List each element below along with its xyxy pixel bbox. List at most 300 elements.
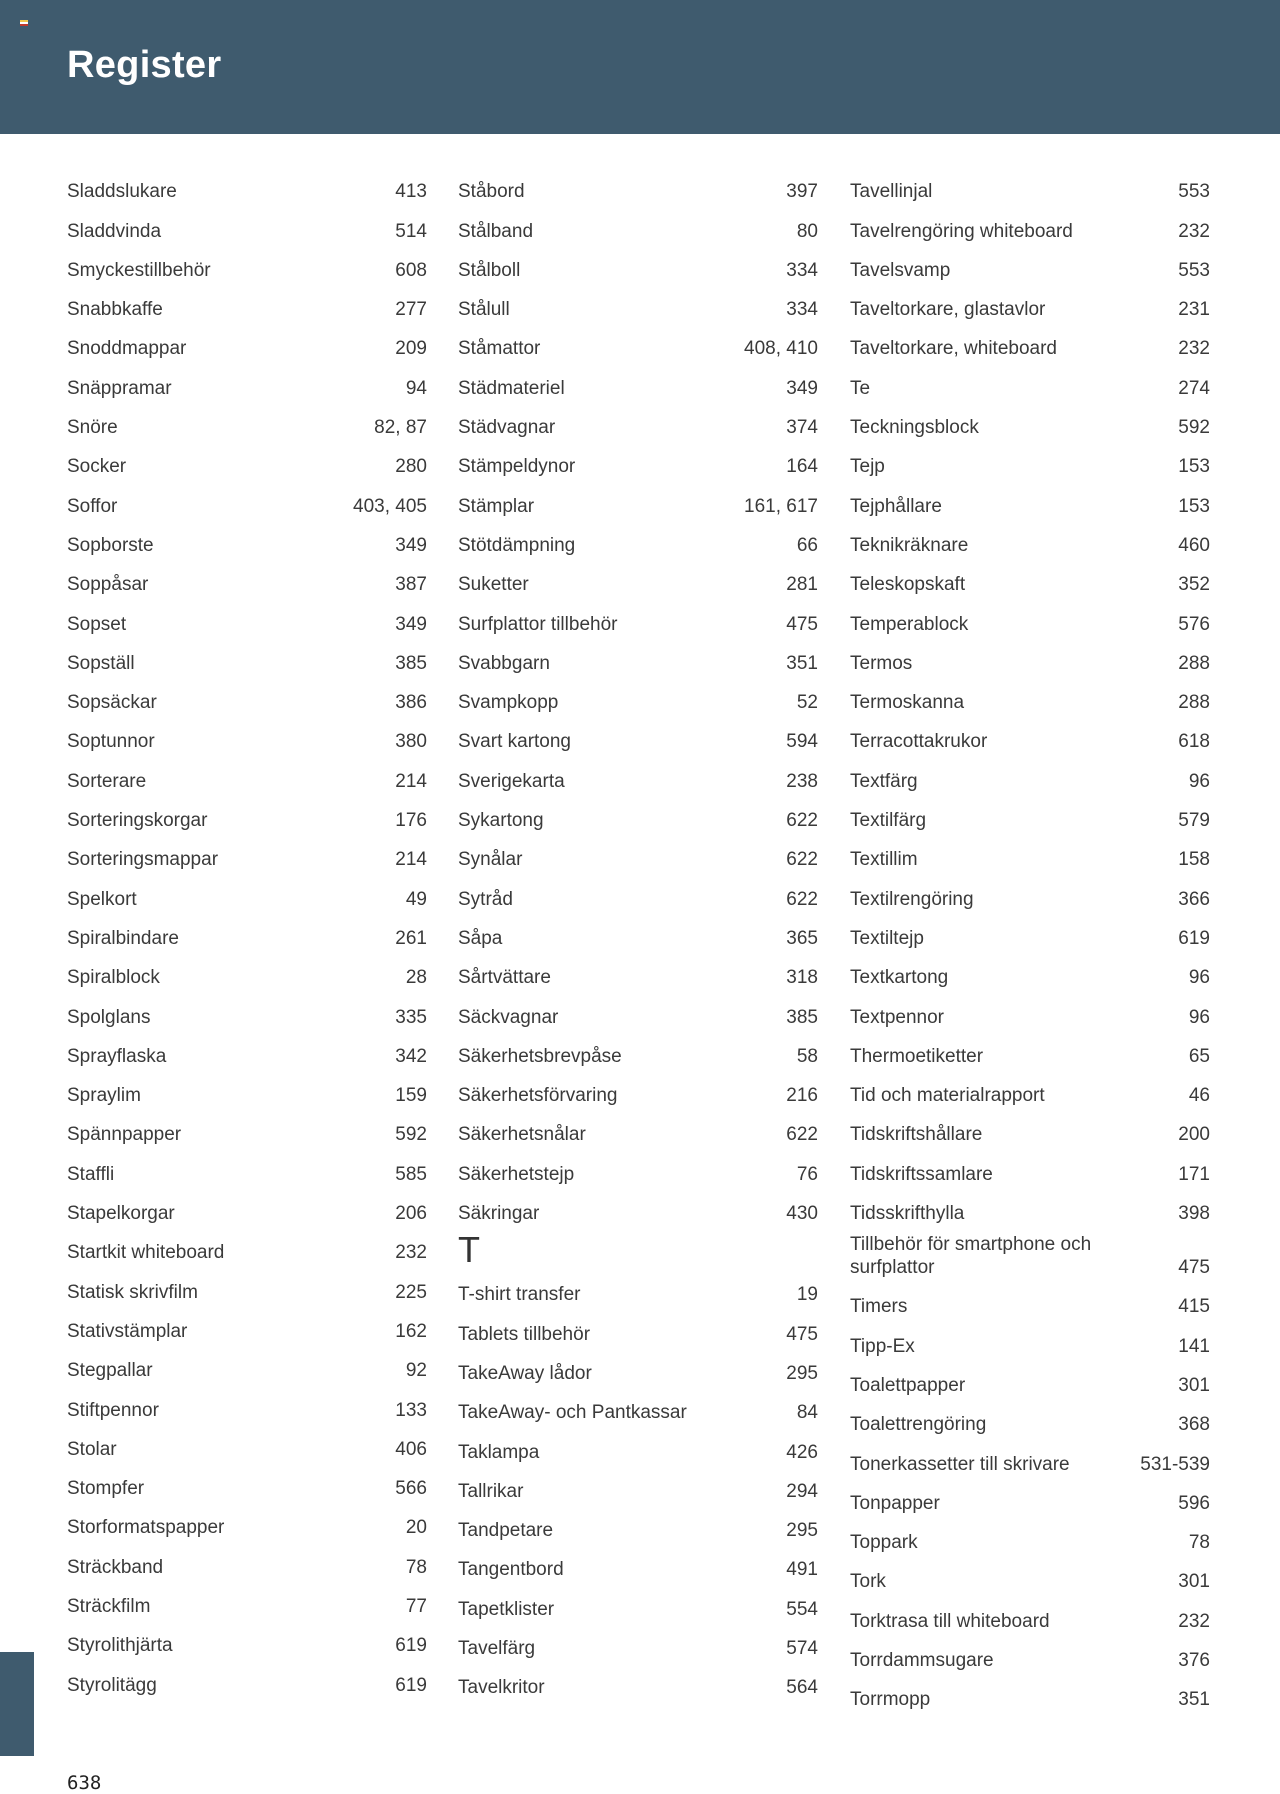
index-entry [67, 1225, 427, 1264]
index-page-ref: 475 [1178, 1257, 1210, 1279]
index-page-ref: 342 [395, 1045, 427, 1067]
index-page-ref: 76 [796, 1163, 818, 1185]
index-term: Thermoetiketter [850, 1045, 984, 1067]
index-page-ref: 553 [1178, 181, 1210, 203]
index-term: Textilrengöring [850, 888, 974, 910]
index-term: Tablets tillbehör [458, 1323, 591, 1345]
index-term: Textpennor [850, 1006, 945, 1028]
index-entry [67, 1107, 427, 1146]
index-entry [67, 1461, 427, 1500]
index-page-ref: 274 [1178, 377, 1210, 399]
index-term: Ståbord [458, 181, 525, 203]
index-page-ref: 579 [1178, 810, 1210, 832]
index-term: Stiftpennor [67, 1399, 159, 1421]
index-page-ref: 531-539 [1140, 1453, 1210, 1475]
index-entry [850, 596, 1210, 635]
index-term: Sopsäckar [67, 692, 157, 714]
index-entry [850, 950, 1210, 989]
index-entry [67, 636, 427, 675]
index-page-ref: 622 [786, 849, 818, 871]
index-page-ref: 19 [796, 1284, 818, 1306]
index-term: Textkartong [850, 967, 949, 989]
index-entry [458, 753, 818, 792]
index-entry [67, 1657, 427, 1696]
index-entry [458, 1186, 818, 1225]
index-page-ref: 334 [786, 299, 818, 321]
index-entry [458, 675, 818, 714]
index-page-ref: 158 [1178, 849, 1210, 871]
index-term: Tipp-Ex [850, 1335, 915, 1357]
index-entry [850, 714, 1210, 753]
index-entry [458, 1503, 818, 1542]
index-column-3 [850, 164, 1210, 1711]
index-entry [458, 989, 818, 1028]
index-entry [850, 911, 1210, 950]
index-entry [850, 1318, 1210, 1357]
index-page-ref: 594 [786, 731, 818, 753]
index-entry [458, 1068, 818, 1107]
index-term: Soppåsar [67, 574, 149, 596]
index-term: Sopställ [67, 652, 135, 674]
index-page-ref: 426 [786, 1441, 818, 1463]
index-entry [850, 478, 1210, 517]
index-term: Statisk skrivfilm [67, 1281, 198, 1303]
index-page-ref: 280 [395, 456, 427, 478]
index-term: Synålar [458, 849, 523, 871]
index-entry [850, 1279, 1210, 1318]
index-entry [850, 871, 1210, 910]
index-term: Tidskriftshållare [850, 1124, 983, 1146]
index-entry [850, 1397, 1210, 1436]
index-page-ref: 351 [1178, 1689, 1210, 1711]
index-entry [458, 1385, 818, 1424]
index-page-ref: 349 [395, 613, 427, 635]
index-page-ref: 334 [786, 259, 818, 281]
index-page-ref: 84 [796, 1402, 818, 1424]
index-entry [67, 832, 427, 871]
index-term: Säkerhetsförvaring [458, 1085, 618, 1107]
index-entry [67, 1382, 427, 1421]
page-header [0, 0, 1280, 134]
index-term: Sprayflaska [67, 1045, 167, 1067]
index-entry [458, 360, 818, 399]
index-term: Tandpetare [458, 1520, 554, 1542]
index-entry [67, 1343, 427, 1382]
index-term: Såpa [458, 927, 503, 949]
index-entry [850, 1593, 1210, 1632]
index-entry [67, 675, 427, 714]
index-term: Stompfer [67, 1478, 145, 1500]
index-page-ref: 374 [786, 417, 818, 439]
index-term: Tavelfärg [458, 1637, 536, 1659]
index-term: TakeAway lådor [458, 1362, 592, 1384]
index-entry [67, 989, 427, 1028]
index-term: Spiralbindare [67, 927, 179, 949]
index-page-ref: 385 [786, 1006, 818, 1028]
index-page-ref: 622 [786, 1124, 818, 1146]
index-entry [850, 1225, 1210, 1279]
index-page-ref: 94 [405, 377, 427, 399]
index-page-ref: 78 [1188, 1532, 1210, 1554]
index-column-2 [458, 164, 818, 1699]
index-page-ref: 475 [786, 613, 818, 635]
index-entry [458, 1542, 818, 1581]
index-page-ref: 153 [1178, 495, 1210, 517]
index-term: T-shirt transfer [458, 1284, 581, 1306]
index-page-ref: 261 [395, 927, 427, 949]
index-page-ref: 576 [1178, 613, 1210, 635]
index-page-ref: 368 [1178, 1414, 1210, 1436]
index-entry [67, 243, 427, 282]
index-entry [458, 1107, 818, 1146]
index-entry [458, 1346, 818, 1385]
index-entry [67, 1029, 427, 1068]
index-term: Spraylim [67, 1085, 141, 1107]
index-page-ref: 225 [395, 1281, 427, 1303]
index-term: Snäppramar [67, 377, 172, 399]
index-page-ref: 380 [395, 731, 427, 753]
index-entry [850, 793, 1210, 832]
index-term: Spolglans [67, 1006, 151, 1028]
index-entry [458, 400, 818, 439]
index-page-ref: 232 [1178, 1610, 1210, 1632]
index-term: Te [850, 377, 871, 399]
index-term: Stötdämpning [458, 534, 576, 556]
index-page-ref: 171 [1178, 1163, 1210, 1185]
page-number: 638 [67, 1772, 102, 1794]
index-page-ref: 209 [395, 338, 427, 360]
index-entry [67, 1304, 427, 1343]
index-page-ref: 231 [1178, 299, 1210, 321]
index-term: Smyckestillbehör [67, 259, 211, 281]
index-entry [850, 439, 1210, 478]
index-term: Svampkopp [458, 692, 559, 714]
flag-icon [20, 20, 28, 26]
index-page-ref: 413 [395, 181, 427, 203]
index-entry [850, 675, 1210, 714]
index-term: Textfärg [850, 770, 918, 792]
index-term: Suketter [458, 574, 529, 596]
index-page-ref: 619 [1178, 927, 1210, 949]
index-term: Tangentbord [458, 1559, 564, 1581]
index-term: Startkit whiteboard [67, 1242, 225, 1264]
index-entry [850, 321, 1210, 360]
index-page-ref: 214 [395, 770, 427, 792]
index-page-ref: 288 [1178, 652, 1210, 674]
index-term: Ståmattor [458, 338, 541, 360]
index-entry [67, 793, 427, 832]
index-page-ref: 430 [786, 1203, 818, 1225]
index-term: Svabbgarn [458, 652, 550, 674]
index-page-ref: 365 [786, 927, 818, 949]
index-page-ref: 78 [405, 1556, 427, 1578]
index-page-ref: 295 [786, 1362, 818, 1384]
index-page-ref: 281 [786, 574, 818, 596]
index-entry [458, 1267, 818, 1306]
index-page-ref: 176 [395, 810, 427, 832]
index-term: Tejp [850, 456, 885, 478]
index-page-ref: 80 [796, 220, 818, 242]
index-entry [67, 871, 427, 910]
index-term: Tavelrengöring whiteboard [850, 220, 1073, 242]
index-term: Sykartong [458, 810, 544, 832]
index-term: Stålband [458, 220, 534, 242]
index-page-ref: 406 [395, 1438, 427, 1460]
index-entry [458, 1581, 818, 1620]
index-entry [458, 911, 818, 950]
index-entry [850, 1146, 1210, 1185]
index-entry [458, 518, 818, 557]
index-page-ref: 96 [1188, 1006, 1210, 1028]
index-entry [458, 321, 818, 360]
index-page-ref: 553 [1178, 259, 1210, 281]
index-entry [458, 832, 818, 871]
index-page-ref: 238 [786, 770, 818, 792]
index-term: Tallrikar [458, 1480, 524, 1502]
index-page-ref: 574 [786, 1637, 818, 1659]
index-term: Stegpallar [67, 1360, 153, 1382]
index-page-ref: 619 [395, 1674, 427, 1696]
index-entry [67, 360, 427, 399]
index-term: TakeAway- och Pantkassar [458, 1402, 687, 1424]
index-page-ref: 366 [1178, 888, 1210, 910]
index-page-ref: 206 [395, 1203, 427, 1225]
index-page-ref: 52 [796, 692, 818, 714]
index-page-ref: 92 [405, 1360, 427, 1382]
index-term: Torrdammsugare [850, 1649, 994, 1671]
index-page-ref: 398 [1178, 1203, 1210, 1225]
index-term: Styrolitägg [67, 1674, 157, 1696]
index-entry [458, 1621, 818, 1660]
index-term: Stativstämplar [67, 1320, 188, 1342]
index-page-ref: 232 [395, 1242, 427, 1264]
index-entry [67, 282, 427, 321]
index-term: Teknikräknare [850, 534, 969, 556]
index-term: Toalettpapper [850, 1374, 966, 1396]
index-entry [850, 203, 1210, 242]
index-page-ref: 618 [1178, 731, 1210, 753]
index-term: Socker [67, 456, 127, 478]
index-page-ref: 491 [786, 1559, 818, 1581]
index-term: Tavellinjal [850, 181, 933, 203]
index-term: Soffor [67, 495, 118, 517]
index-page-ref: 96 [1188, 967, 1210, 989]
index-entry [458, 478, 818, 517]
index-term: Sårtvättare [458, 967, 551, 989]
index-page-ref: 460 [1178, 534, 1210, 556]
index-entry [67, 400, 427, 439]
index-term: Spelkort [67, 888, 137, 910]
index-page-ref: 592 [395, 1124, 427, 1146]
index-entry [67, 911, 427, 950]
index-page-ref: 216 [786, 1085, 818, 1107]
index-term: Stålull [458, 299, 510, 321]
index-entry [458, 243, 818, 282]
index-term: Sytråd [458, 888, 513, 910]
index-entry [850, 557, 1210, 596]
index-term: Teleskopskaft [850, 574, 966, 596]
index-page-ref: 622 [786, 888, 818, 910]
index-page-ref: 385 [395, 652, 427, 674]
index-term: Toalettrengöring [850, 1414, 987, 1436]
index-entry [67, 1422, 427, 1461]
index-entry [67, 1186, 427, 1225]
index-page-ref: 65 [1188, 1045, 1210, 1067]
index-term: Sorteringskorgar [67, 810, 208, 832]
index-term: Taveltorkare, whiteboard [850, 338, 1057, 360]
index-page-ref: 376 [1178, 1649, 1210, 1671]
index-entry [850, 1029, 1210, 1068]
index-term: Taveltorkare, glastavlor [850, 299, 1046, 321]
index-term: Sopset [67, 613, 127, 635]
index-entry [850, 1068, 1210, 1107]
index-entry [850, 1186, 1210, 1225]
index-entry [67, 557, 427, 596]
index-column-1 [67, 164, 427, 1697]
index-page-ref: 49 [405, 888, 427, 910]
index-term: Surfplattor tillbehör [458, 613, 618, 635]
index-entry [67, 164, 427, 203]
index-page-ref: 141 [1178, 1335, 1210, 1357]
index-term: Termos [850, 652, 913, 674]
index-term: Tejphållare [850, 495, 942, 517]
index-term: Textillim [850, 849, 918, 871]
index-term: Sopborste [67, 534, 154, 556]
index-entry [67, 950, 427, 989]
index-entry [458, 871, 818, 910]
index-entry [850, 832, 1210, 871]
index-entry [850, 360, 1210, 399]
index-term: Sträckfilm [67, 1595, 151, 1617]
index-term: Säkringar [458, 1203, 540, 1225]
index-entry [458, 1660, 818, 1699]
index-term: Tidskriftssamlare [850, 1163, 993, 1185]
index-term: Stapelkorgar [67, 1203, 175, 1225]
index-term: Säkerhetstejp [458, 1163, 575, 1185]
index-term: Tavelkritor [458, 1677, 545, 1699]
index-page-ref: 592 [1178, 417, 1210, 439]
index-entry [67, 1264, 427, 1303]
index-term: Textiltejp [850, 927, 924, 949]
index-term: Staffli [67, 1163, 115, 1185]
index-page-ref: 403, 405 [353, 495, 427, 517]
index-page-ref: 351 [786, 652, 818, 674]
index-entry [458, 1424, 818, 1463]
index-page-ref: 232 [1178, 338, 1210, 360]
index-entry [458, 439, 818, 478]
sidebar-tab [0, 1652, 34, 1756]
index-term: Stämplar [458, 495, 535, 517]
index-page-ref: 566 [395, 1478, 427, 1500]
index-term: Tid och materialrapport [850, 1085, 1045, 1107]
index-page-ref: 96 [1188, 770, 1210, 792]
index-page-ref: 349 [786, 377, 818, 399]
index-entry [458, 203, 818, 242]
index-entry [850, 753, 1210, 792]
index-term: Styrolithjärta [67, 1635, 173, 1657]
index-entry [850, 1358, 1210, 1397]
index-term: Snoddmappar [67, 338, 187, 360]
index-entry [458, 1146, 818, 1185]
index-entry [458, 282, 818, 321]
index-term: Spännpapper [67, 1124, 182, 1146]
index-term: Snabbkaffe [67, 299, 163, 321]
index-term: Stålboll [458, 259, 521, 281]
index-term: Toppark [850, 1532, 918, 1554]
index-term: Tillbehör för smartphone och surfplattor [850, 1234, 1092, 1279]
section-letter-t: T [458, 1229, 480, 1271]
index-entry [850, 989, 1210, 1028]
index-page-ref: 20 [405, 1517, 427, 1539]
index-page-ref: 564 [786, 1677, 818, 1699]
index-page-ref: 475 [786, 1323, 818, 1345]
index-entry [850, 1554, 1210, 1593]
index-entry [458, 636, 818, 675]
index-term: Textilfärg [850, 810, 927, 832]
index-entry [458, 1306, 818, 1345]
index-term: Torrmopp [850, 1689, 931, 1711]
index-term: Torktrasa till whiteboard [850, 1610, 1050, 1632]
index-entry [67, 596, 427, 635]
index-term: Städmateriel [458, 377, 565, 399]
index-page-ref: 161, 617 [744, 495, 818, 517]
index-entry [67, 439, 427, 478]
index-entry [67, 321, 427, 360]
index-entry [850, 518, 1210, 557]
index-entry [850, 1672, 1210, 1711]
index-entry [458, 164, 818, 203]
index-term: Timers [850, 1296, 908, 1318]
index-page-ref: 232 [1178, 220, 1210, 242]
index-page-ref: 335 [395, 1006, 427, 1028]
index-entry [67, 714, 427, 753]
index-page-ref: 159 [395, 1085, 427, 1107]
index-page-ref: 153 [1178, 456, 1210, 478]
index-term: Tavelsvamp [850, 259, 951, 281]
index-page-ref: 514 [395, 220, 427, 242]
index-page-ref: 200 [1178, 1124, 1210, 1146]
index-page-ref: 77 [405, 1595, 427, 1617]
index-page-ref: 301 [1178, 1571, 1210, 1593]
index-entry [850, 243, 1210, 282]
index-term: Säckvagnar [458, 1006, 559, 1028]
index-page-ref: 82, 87 [374, 417, 427, 439]
index-page-ref: 294 [786, 1480, 818, 1502]
index-entry [850, 636, 1210, 675]
index-page-ref: 133 [395, 1399, 427, 1421]
index-entry [458, 793, 818, 832]
index-page-ref: 585 [395, 1163, 427, 1185]
index-entry [67, 1068, 427, 1107]
index-page-ref: 295 [786, 1520, 818, 1542]
index-term: Terracottakrukor [850, 731, 988, 753]
index-entry [850, 400, 1210, 439]
index-term: Taklampa [458, 1441, 540, 1463]
index-entry [458, 1029, 818, 1068]
index-entry [850, 164, 1210, 203]
index-page-ref: 162 [395, 1320, 427, 1342]
index-term: Sorterare [67, 770, 147, 792]
index-term: Stolar [67, 1438, 117, 1460]
index-page-ref: 397 [786, 181, 818, 203]
index-term: Svart kartong [458, 731, 571, 753]
index-term: Tidsskrifthylla [850, 1203, 965, 1225]
index-page-ref: 596 [1178, 1492, 1210, 1514]
index-term: Sverigekarta [458, 770, 565, 792]
index-term: Tapetklister [458, 1598, 555, 1620]
index-page-ref: 387 [395, 574, 427, 596]
index-page-ref: 415 [1178, 1296, 1210, 1318]
